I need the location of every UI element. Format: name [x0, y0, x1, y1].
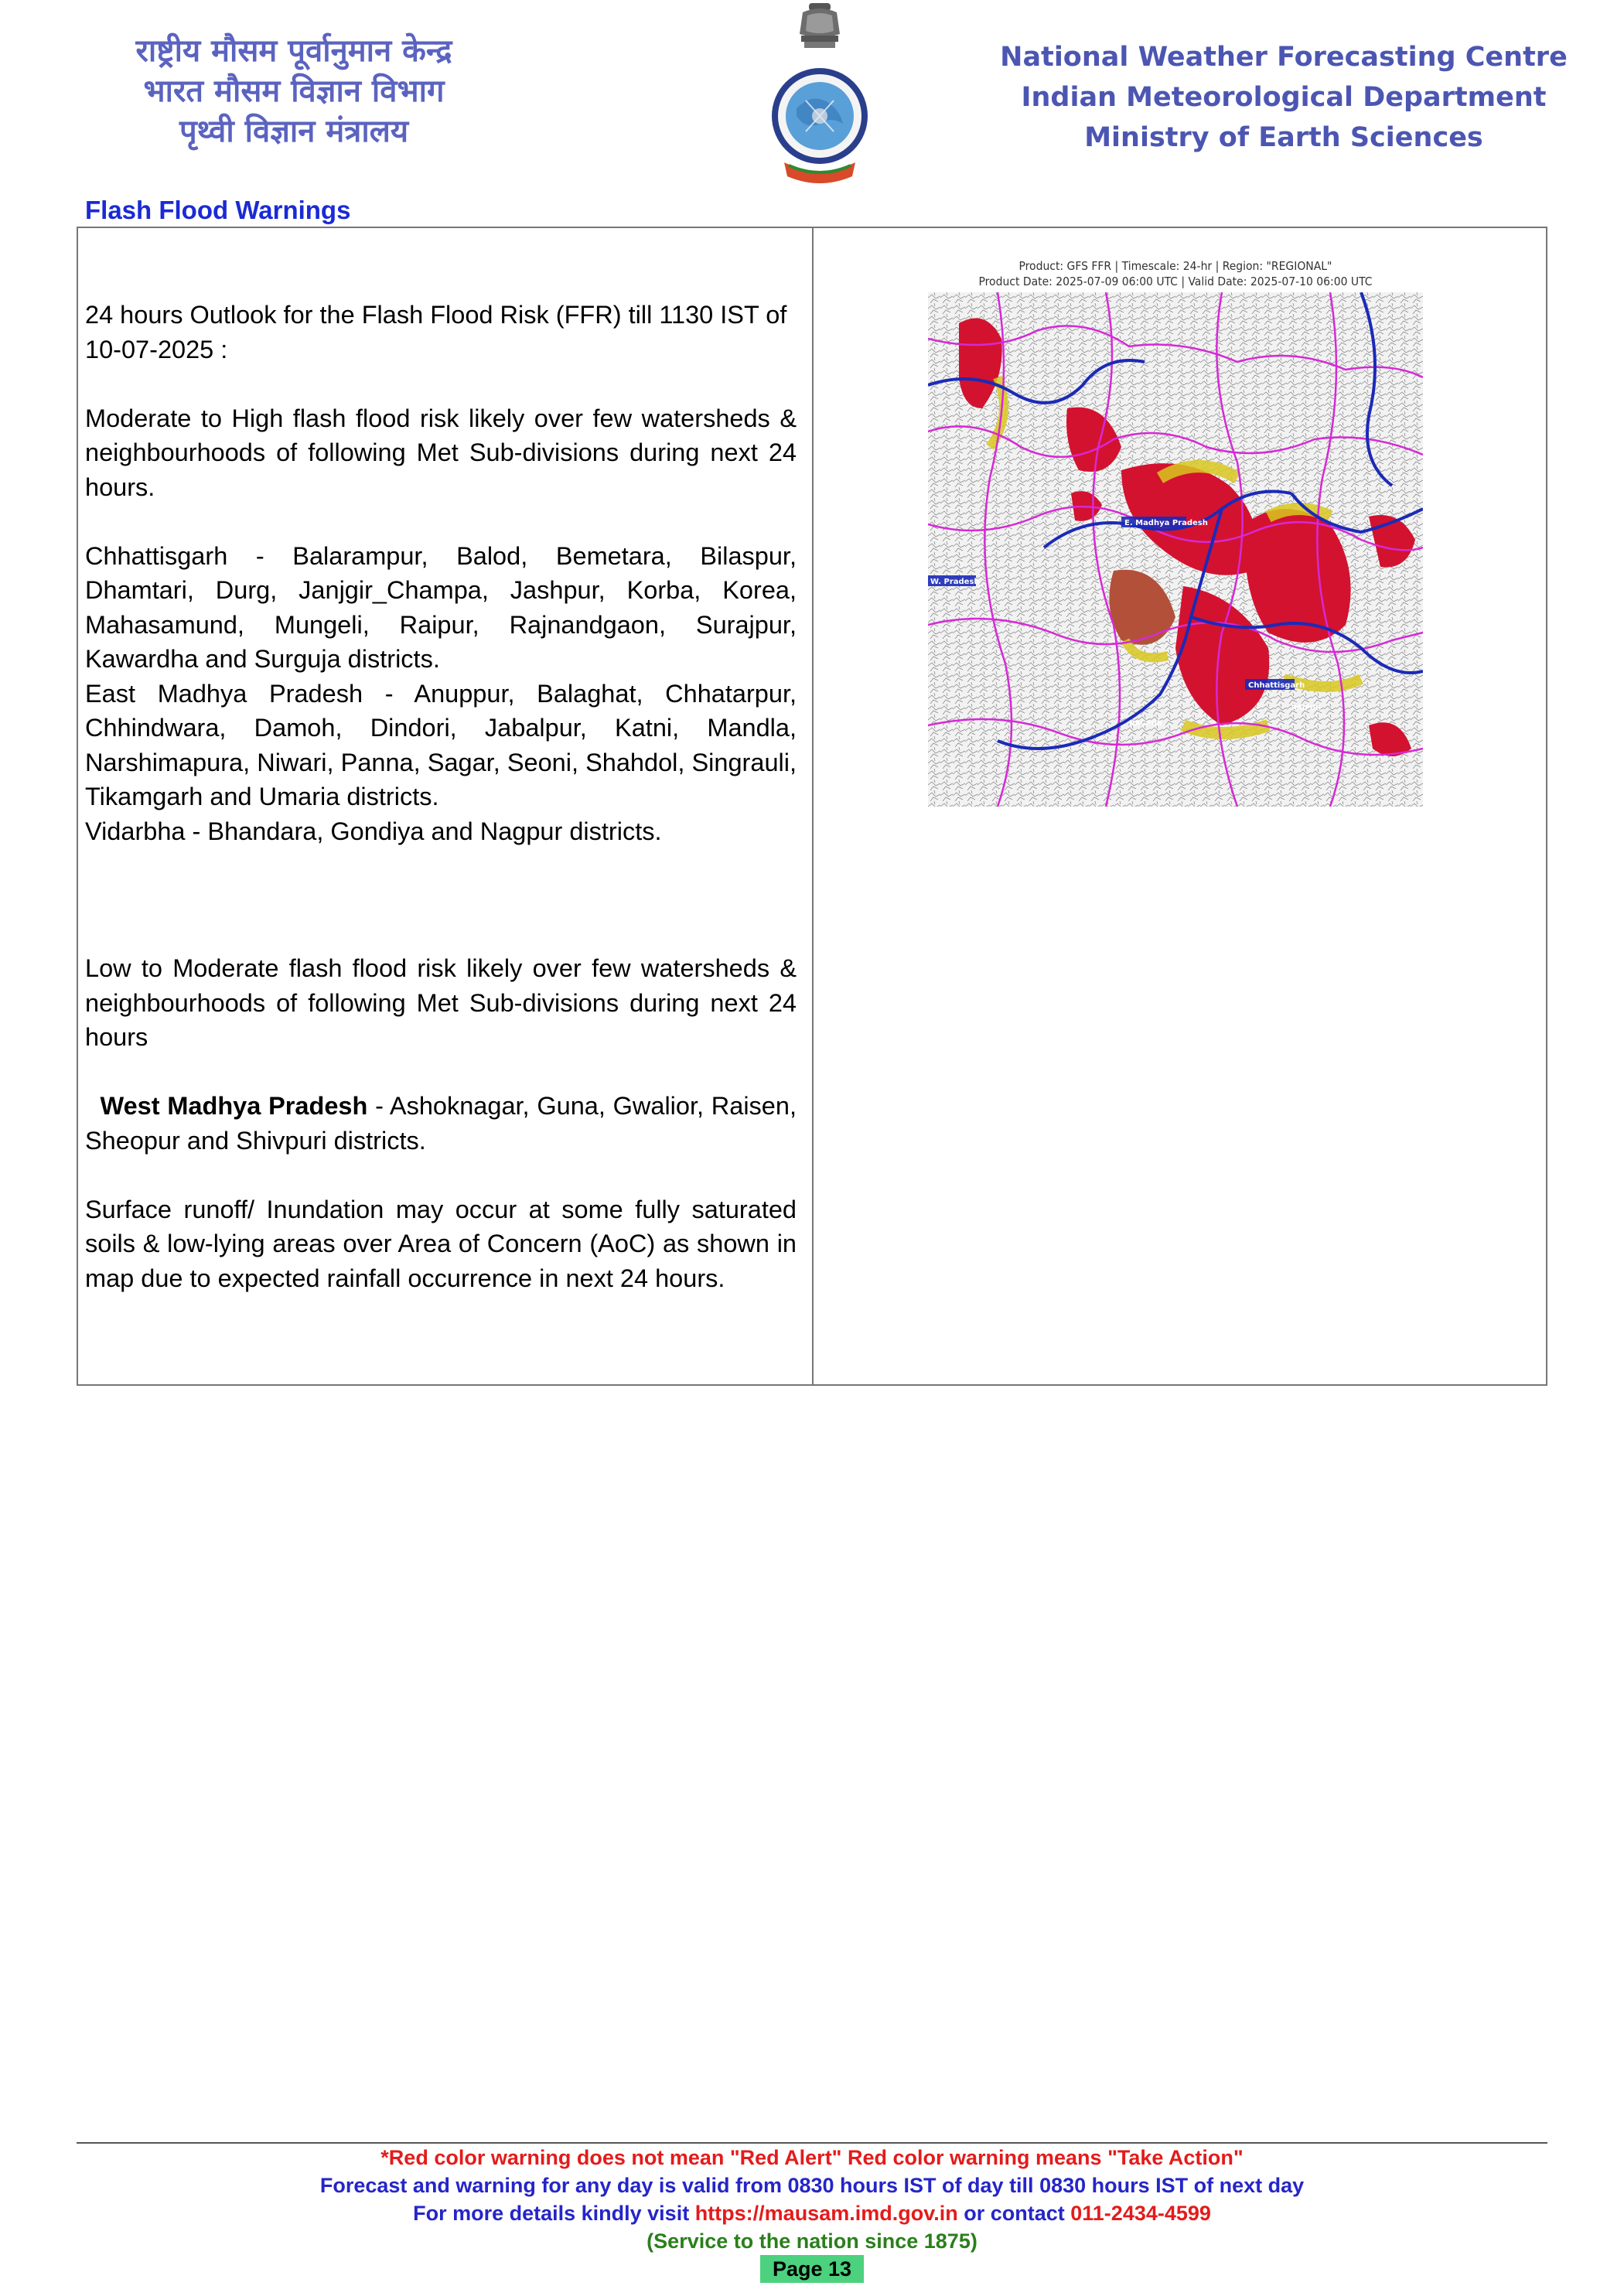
high-risk-vidarbha: Vidarbha - Bhandara, Gondiya and Nagpur districts. — [85, 817, 662, 845]
map-label-w-mp: W. Pradesh — [930, 578, 980, 586]
high-risk-intro: Moderate to High flash flood risk likely over few watersheds & neighbourhoods of following Met Sub-divisions during next 24 hours. — [85, 404, 797, 501]
warning-text-column — [85, 298, 797, 1295]
map-caption-line-2: Product Date: 2025-07-09 06:00 UTC | Valid Date: 2025-07-10 06:00 UTC — [978, 275, 1373, 288]
high-risk-chhattisgarh: Chhattisgarh - Balarampur, Balod, Bemetara, Bilaspur, Dhamtari, Durg, Janjgir_Champa, Jashpur, Korba, Korea, Mahasamund, Mungeli, Raipur, Rajnandgaon, Surajpur, Kawardha and Surguja districts. — [85, 541, 797, 673]
imd-emblem-icon — [766, 0, 874, 186]
map-caption-line-1: Product: GFS FFR | Timescale: 24-hr | Region: "REGIONAL" — [1018, 259, 1332, 273]
map-label-state-mp: E. Madhya Pradesh — [1124, 519, 1208, 527]
flash-flood-risk-map — [928, 292, 1423, 807]
hindi-line-2: भारत मौसम विज्ञान विभाग — [143, 73, 445, 109]
table-column-divider — [812, 227, 814, 1386]
hindi-line-3: पृथ्वी विज्ञान मंत्रालय — [179, 114, 409, 149]
english-line-1: National Weather Forecasting Centre — [1000, 42, 1568, 73]
english-line-3: Ministry of Earth Sciences — [1084, 122, 1483, 153]
high-risk-east-mp: East Madhya Pradesh - Anuppur, Balaghat, Chhatarpur, Chhindwara, Damoh, Dindori, Jabalpur, Katni, Mandla, Narshimapura, Niwari, Panna, Sagar, Seoni, Shahdol, Singrauli, Tikamgarh and Umaria districts. — [85, 679, 797, 810]
english-line-2: Indian Meteorological Department — [1021, 82, 1547, 113]
low-risk-west-mp — [85, 1089, 797, 1158]
footer-phone: 011-2434-4599 — [1070, 2202, 1211, 2225]
section-title: Flash Flood Warnings — [85, 196, 351, 224]
footer-red-warning-note: *Red color warning does not mean "Red Alert" Red color warning means "Take Action" — [380, 2146, 1244, 2169]
header-hindi — [77, 31, 510, 152]
footer — [0, 2144, 1624, 2283]
map-label-nagpur: NAGPUR — [1129, 720, 1162, 728]
footer-service-note: (Service to the nation since 1875) — [647, 2229, 977, 2253]
footer-validity-note: Forecast and warning for any day is valid from 0830 hours IST of day till 0830 hours IST of next day — [319, 2174, 1305, 2197]
hindi-line-1: राष्ट्रीय मौसम पूर्वानुमान केन्द्र — [135, 33, 452, 69]
footer-contact-line — [0, 2199, 1624, 2227]
header-english — [982, 37, 1585, 158]
low-risk-intro: Low to Moderate flash flood risk likely over few watersheds & neighbourhoods of following Met Sub-divisions during next 24 hours — [85, 954, 797, 1051]
surface-runoff-text: Surface runoff/ Inundation may occur at some fully saturated soils & low-lying areas over Area of Concern (AoC) as shown in map due to expected rainfall occurrence in next 24 hours. — [85, 1195, 797, 1292]
footer-visit-text: For more details kindly visit — [413, 2202, 695, 2225]
map-label-raipur: RAIPUR — [1291, 704, 1322, 712]
footer-website-link[interactable]: https://mausam.imd.gov.in — [694, 2202, 958, 2225]
footer-contact-text: or contact — [957, 2202, 1071, 2225]
low-risk-region: West Madhya Pradesh — [100, 1092, 368, 1120]
outlook-text: 24 hours Outlook for the Flash Flood Risk (FFR) till 1130 IST of 10-07-2025 : — [85, 301, 787, 363]
map-caption — [928, 258, 1423, 289]
map-label-state-cg: Chhattisgarh — [1248, 681, 1305, 690]
page-number: Page 13 — [760, 2255, 864, 2283]
low-risk-districts: - Ashoknagar, Guna, Gwalior, Raisen, Sheopur and Shivpuri districts. — [85, 1092, 797, 1155]
